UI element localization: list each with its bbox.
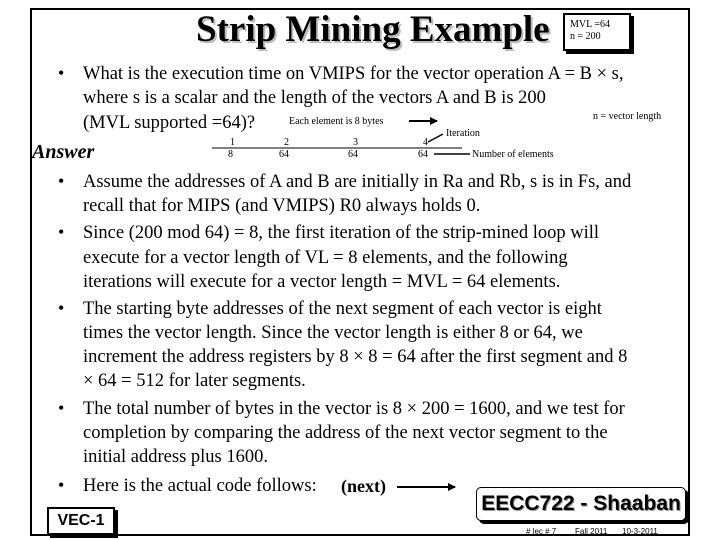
question-line-1: What is the execution time on VMIPS for the vector operation A = B × s, [83,64,624,84]
iteration-elements: 64 [348,149,358,160]
element-size-note: Each element is 8 bytes [289,116,384,127]
question-line-2: where s is a scalar and the length of the vectors A and B is 200 [83,88,546,108]
next-label: (next) [341,476,386,496]
bullet-line: Since (200 mod 64) = 8, the first iteration of the strip-mined loop will [83,223,600,243]
iteration-number: 1 [230,137,235,148]
bullet-line: execute for a vector length of VL = 8 elements, and the following [83,248,568,268]
footer-term: Fall 2011 [575,527,608,536]
bullet-marker: • [58,398,65,418]
vector-length-note: n = vector length [593,111,662,122]
mvl-note-box [563,13,631,51]
question-line-3: (MVL supported =64)? [83,113,256,133]
elements-label: Number of elements [472,149,554,160]
slide-title: Strip Mining Example [196,9,550,50]
bullet-marker: • [58,171,65,191]
bullet-line: completion by comparing the address of the next vector segment to the [83,423,608,443]
answer-label: Answer [32,141,95,163]
bullet-line: iterations will execute for a vector length = MVL = 64 elements. [83,272,561,292]
iteration-elements: 8 [228,149,233,160]
footer-lecture: # lec # 7 [526,527,557,536]
bullet-marker: • [58,63,65,83]
iteration-number: 3 [353,137,358,148]
footer-date: 10-3-2011 [622,527,658,536]
bullet-line: The total number of bytes in the vector is 8 × 200 = 1600, and we test for [83,399,625,419]
bullet-line: Assume the addresses of A and B are initially in Ra and Rb, s is in Fs, and [83,172,632,192]
n-note: n = 200 [570,31,601,42]
iteration-number: 4 [423,137,428,148]
iteration-elements: 64 [418,149,428,160]
course-brand: EECC722 - Shaaban [476,487,686,521]
bullet-line: recall that for MIPS (and VMIPS) R0 always holds 0. [83,196,481,216]
bullet-marker: • [58,222,65,242]
bullet-line: initial address plus 1600. [83,447,268,467]
mvl-note: MVL =64 [570,19,610,30]
bullet-line: times the vector length. Since the vector length is either 8 or 64, we [83,323,583,343]
iteration-number: 2 [284,137,289,148]
iteration-label: Iteration [446,128,480,139]
bullet-marker: • [58,298,65,318]
slide-tag: VEC-1 [47,507,115,535]
bullet-marker: • [58,475,65,495]
iteration-elements: 64 [279,149,289,160]
bullet-line: increment the address registers by 8 × 8 = 64 after the first segment and 8 [83,347,628,367]
bullet-line: Here is the actual code follows: [83,476,317,496]
bullet-line: The starting byte addresses of the next segment of each vector is eight [83,299,602,319]
bullet-line: × 64 = 512 for later segments. [83,371,306,391]
